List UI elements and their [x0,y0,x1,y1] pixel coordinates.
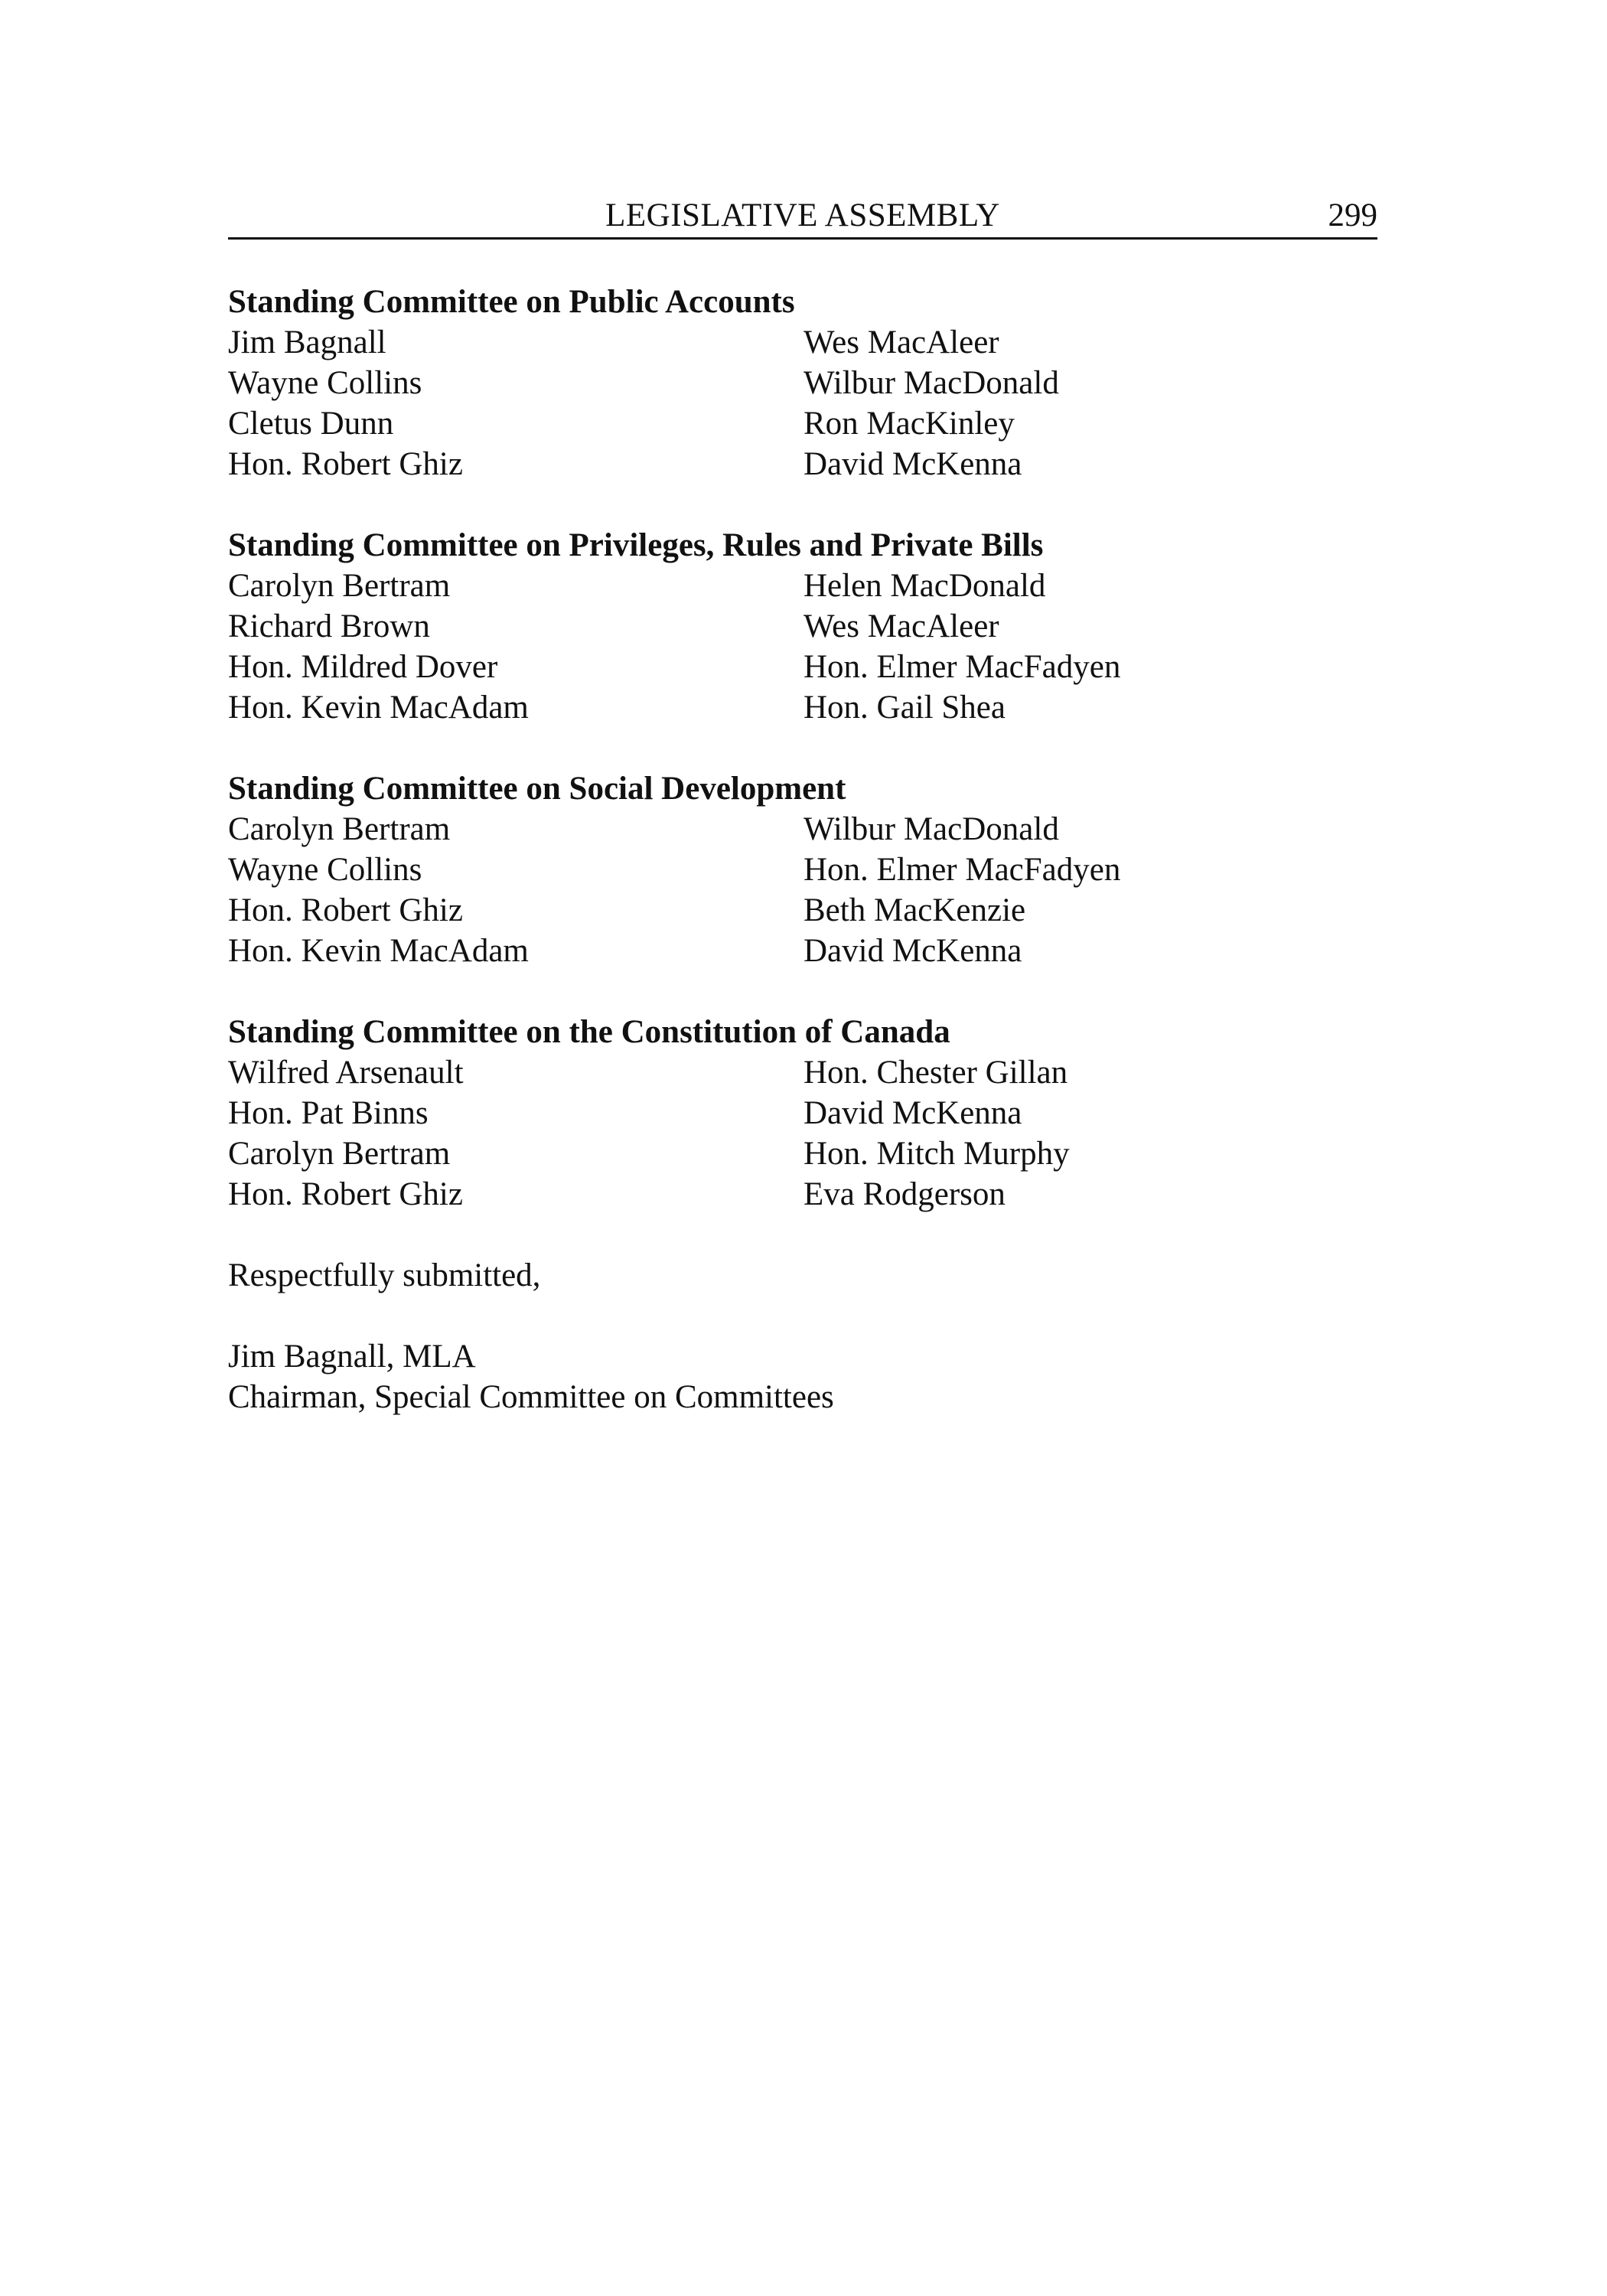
member-name: Hon. Elmer MacFadyen [804,649,1121,685]
page-header [228,194,1377,240]
member-name: David McKenna [804,446,1022,482]
member-name: Wes MacAleer [804,325,999,360]
member-name: Wilbur MacDonald [804,365,1059,401]
member-name: Beth MacKenzie [804,892,1026,928]
committee-constitution [228,1012,1376,1215]
committee-title: Standing Committee on Privileges, Rules and Private Bills [228,527,1044,563]
member-name: Hon. Kevin MacAdam [228,933,529,969]
member-name: Hon. Elmer MacFadyen [804,852,1121,888]
committee-public-accounts [228,282,1376,484]
member-name: Eva Rodgerson [804,1176,1006,1212]
member-name: Hon. Robert Ghiz [228,892,463,928]
member-list [228,322,1376,484]
member-name: Hon. Kevin MacAdam [228,690,529,726]
member-name: Hon. Robert Ghiz [228,1176,463,1212]
member-name: David McKenna [804,933,1022,969]
committee-title: Standing Committee on the Constitution of Canada [228,1014,950,1050]
member-name: Helen MacDonald [804,568,1046,604]
member-name: Carolyn Bertram [228,1136,451,1172]
document-body [228,282,1376,1417]
signer-name: Jim Bagnall, MLA [228,1339,476,1375]
member-name: Wayne Collins [228,852,422,888]
closing-salutation: Respectfully submitted, [228,1257,541,1293]
member-list [228,566,1376,728]
member-name: Hon. Mitch Murphy [804,1136,1070,1172]
member-name: Ron MacKinley [804,406,1015,442]
member-name: Carolyn Bertram [228,811,451,847]
member-name: Hon. Robert Ghiz [228,446,463,482]
member-name: Wilfred Arsenault [228,1055,464,1091]
member-name: Hon. Chester Gillan [804,1055,1068,1091]
member-name: David McKenna [804,1095,1022,1131]
member-name: Wayne Collins [228,365,422,401]
signer-title: Chairman, Special Committee on Committees [228,1379,834,1415]
member-name: Jim Bagnall [228,325,386,360]
member-name: Hon. Gail Shea [804,690,1006,726]
member-list [228,1052,1376,1215]
member-name: Hon. Mildred Dover [228,649,498,685]
member-name: Wilbur MacDonald [804,811,1059,847]
committee-title: Standing Committee on Public Accounts [228,284,795,320]
committee-title: Standing Committee on Social Development [228,771,846,807]
member-name: Hon. Pat Binns [228,1095,429,1131]
running-title: LEGISLATIVE ASSEMBLY [605,197,1000,233]
member-name: Wes MacAleer [804,608,999,644]
member-name: Carolyn Bertram [228,568,451,604]
committee-social-development [228,768,1376,971]
committee-privileges-rules [228,525,1376,728]
spacer [228,1296,1376,1336]
member-list [228,809,1376,971]
member-name: Richard Brown [228,608,430,644]
page-number: 299 [1328,197,1377,233]
member-name: Cletus Dunn [228,406,394,442]
